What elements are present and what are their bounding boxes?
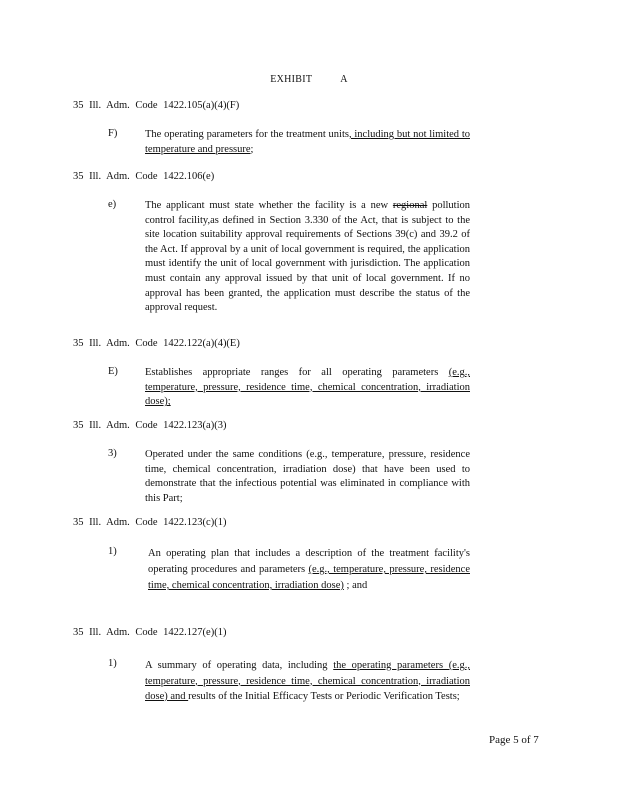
deleted-text: regional [392, 200, 428, 211]
text-run: pollution control facility,as defined in Section 3.330 of the Act, that is subject to the site location suitability approval requirements of Sections 39(c) and 39.2 of the Act. If approval by a unit of local government is required, the application must identify the unit of local government with jurisdiction. The application must contain any approval issued by that unit of local government. If no approval has been granted, the application must describe the status of the approval request. [145, 200, 471, 314]
item-label-3: E) [108, 366, 118, 377]
inserted-text: (e.g., temperature, pressure, residence time, chemical concentration, irradiation dose) [148, 564, 470, 591]
text-run: ; [250, 143, 254, 155]
paragraph-6 [145, 658, 470, 705]
paragraph-4 [145, 448, 470, 506]
citation-3: 35 Ill. Adm. Code 1422.122(a)(4)(E) [73, 338, 240, 349]
page-number: Page 5 of 7 [489, 734, 539, 746]
text-run: Operated under the same conditions (e.g., temperature, pressure, residence time, chemical concentration, irradiation dose) that have been used to demonstrate that the infectious potential was eliminated in compliance with this Part; [145, 449, 470, 504]
paragraph-5 [148, 546, 470, 594]
exhibit-title [0, 74, 618, 85]
paragraph-1 [145, 128, 470, 157]
item-label-2: e) [108, 199, 117, 210]
text-run: The operating parameters for the treatment units [145, 129, 349, 140]
item-label-4: 3) [108, 448, 117, 459]
text-run: ; and [343, 580, 368, 591]
exhibit-letter: A [340, 74, 348, 85]
text-run: The applicant must state whether the facility is a new [145, 200, 393, 211]
paragraph-3 [145, 366, 470, 410]
paragraph-2 [145, 199, 470, 316]
inserted-text: (e.g., temperature, pressure, residence time, chemical concentration, irradiation dose); [145, 367, 470, 408]
inserted-text: , including but not limited to temperature and pressure [145, 129, 470, 155]
citation-1: 35 Ill. Adm. Code 1422.105(a)(4)(F) [73, 100, 240, 111]
text-run: A summary of operating data, including [145, 660, 334, 671]
item-label-5: 1) [108, 546, 117, 557]
text-run: An operating plan that includes a description of the treatment facility's operating procedures and parameters [148, 548, 470, 575]
exhibit-word: EXHIBIT [270, 74, 313, 85]
citation-4: 35 Ill. Adm. Code 1422.123(a)(3) [73, 420, 227, 431]
citation-5: 35 Ill. Adm. Code 1422.123(c)(1) [73, 517, 227, 528]
inserted-text: the operating parameters (e.g., temperature, pressure, residence time, chemical concentration, irradiation dose) and [145, 660, 470, 702]
citation-6: 35 Ill. Adm. Code 1422.127(e)(1) [73, 627, 227, 638]
citation-2: 35 Ill. Adm. Code 1422.106(e) [73, 171, 215, 182]
item-label-6: 1) [108, 658, 117, 669]
text-run: Establishes appropriate ranges for all operating parameters [145, 367, 449, 378]
text-run: results of the Initial Efficacy Tests or Periodic Verification Tests; [188, 691, 460, 702]
item-label-1: F) [108, 128, 118, 139]
